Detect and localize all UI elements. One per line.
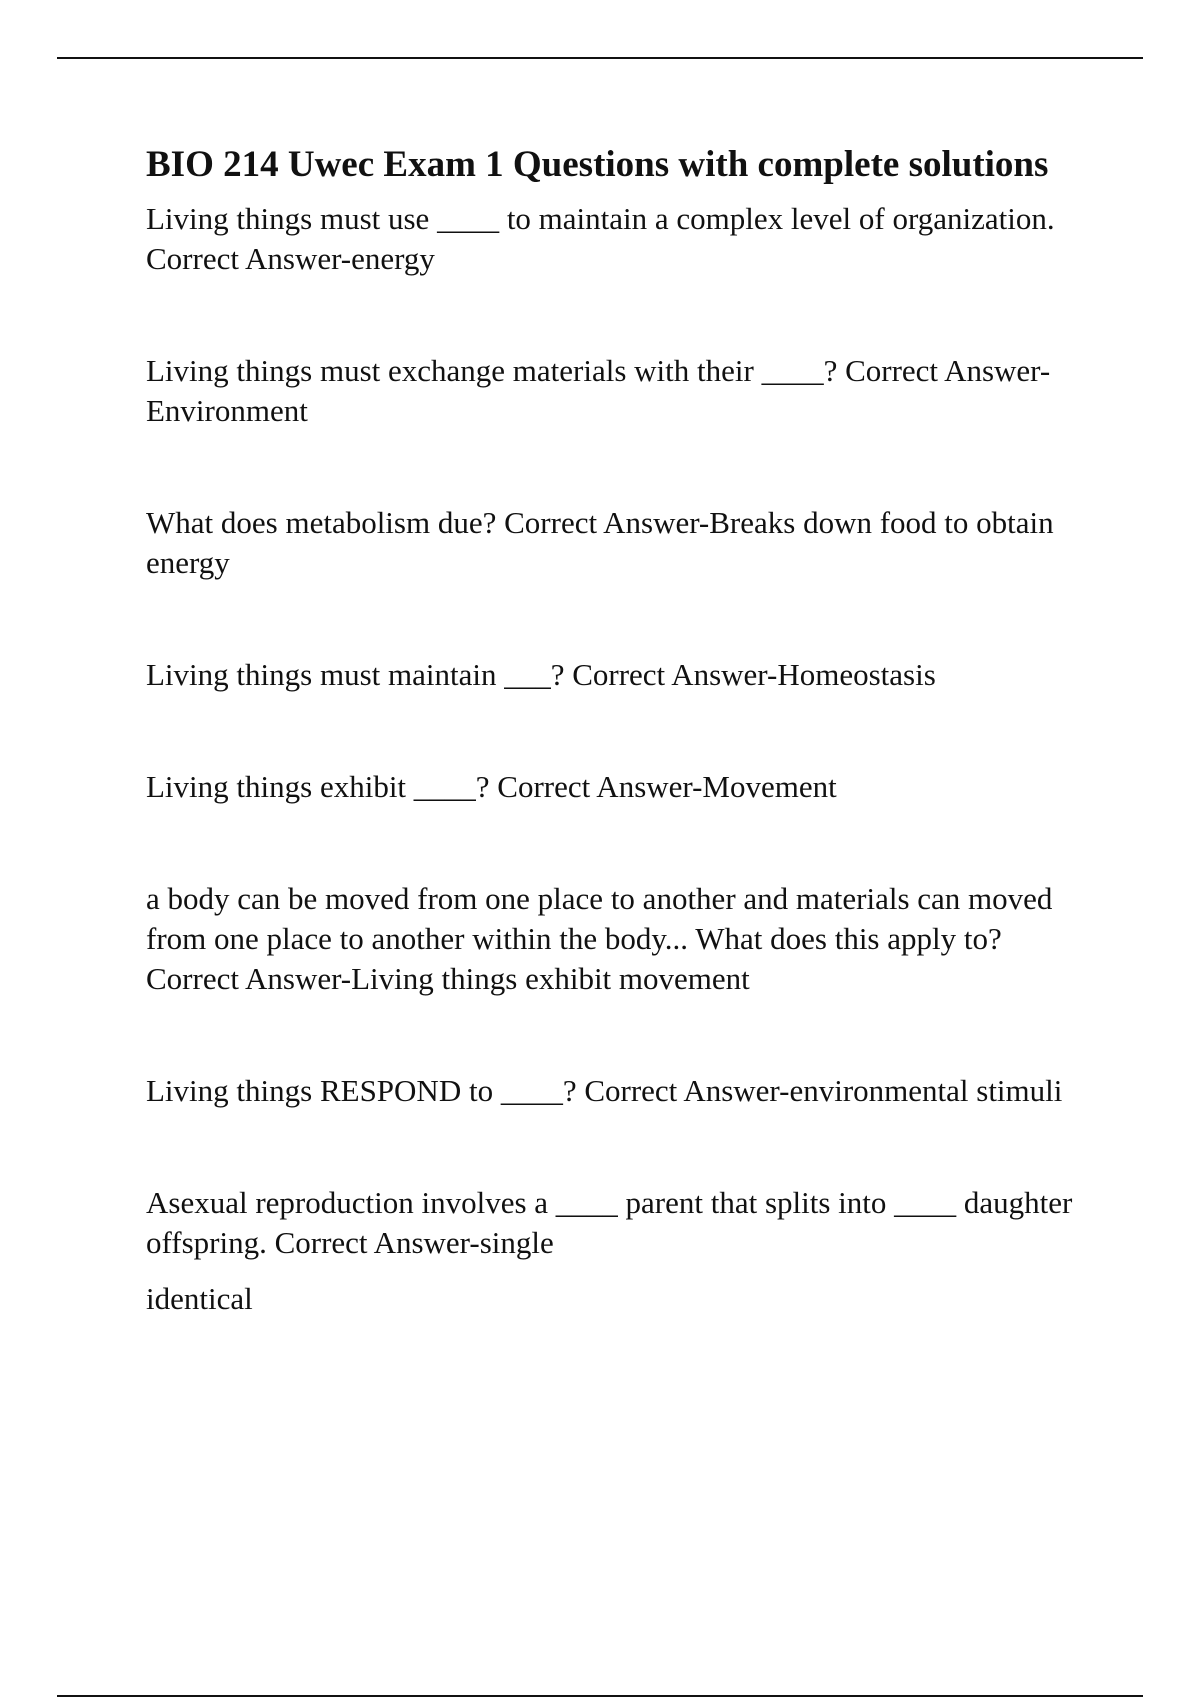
qa-item-5: Living things exhibit ____? Correct Answer-Movement: [146, 769, 837, 804]
qa-item-4: Living things must maintain ___? Correct Answer-Homeostasis: [146, 657, 936, 692]
qa-item-8: Asexual reproduction involves a ____ parent that splits into ____ daughter offspring. Correct Answer-single: [146, 1185, 1073, 1260]
qa-item-2: Living things must exchange materials with their ____? Correct Answer-Environment: [146, 353, 1051, 428]
qa-item-6: a body can be moved from one place to another and materials can moved from one place to another within the body... What does this apply to? Correct Answer-Living things exhibit movement: [146, 881, 1053, 996]
header-rule: [57, 57, 1143, 59]
qa-item-3: What does metabolism due? Correct Answer-Breaks down food to obtain energy: [146, 505, 1054, 580]
document-title: BIO 214 Uwec Exam 1 Questions with complete solutions: [146, 144, 1049, 185]
qa-item-7: Living things RESPOND to ____? Correct Answer-environmental stimuli: [146, 1073, 1063, 1108]
footer-rule: [57, 1695, 1143, 1697]
qa-item-1: Living things must use ____ to maintain a complex level of organization. Correct Answer-energy: [146, 201, 1055, 276]
qa-item-8-continuation: identical: [146, 1281, 253, 1316]
document-body: [146, 140, 1096, 1319]
